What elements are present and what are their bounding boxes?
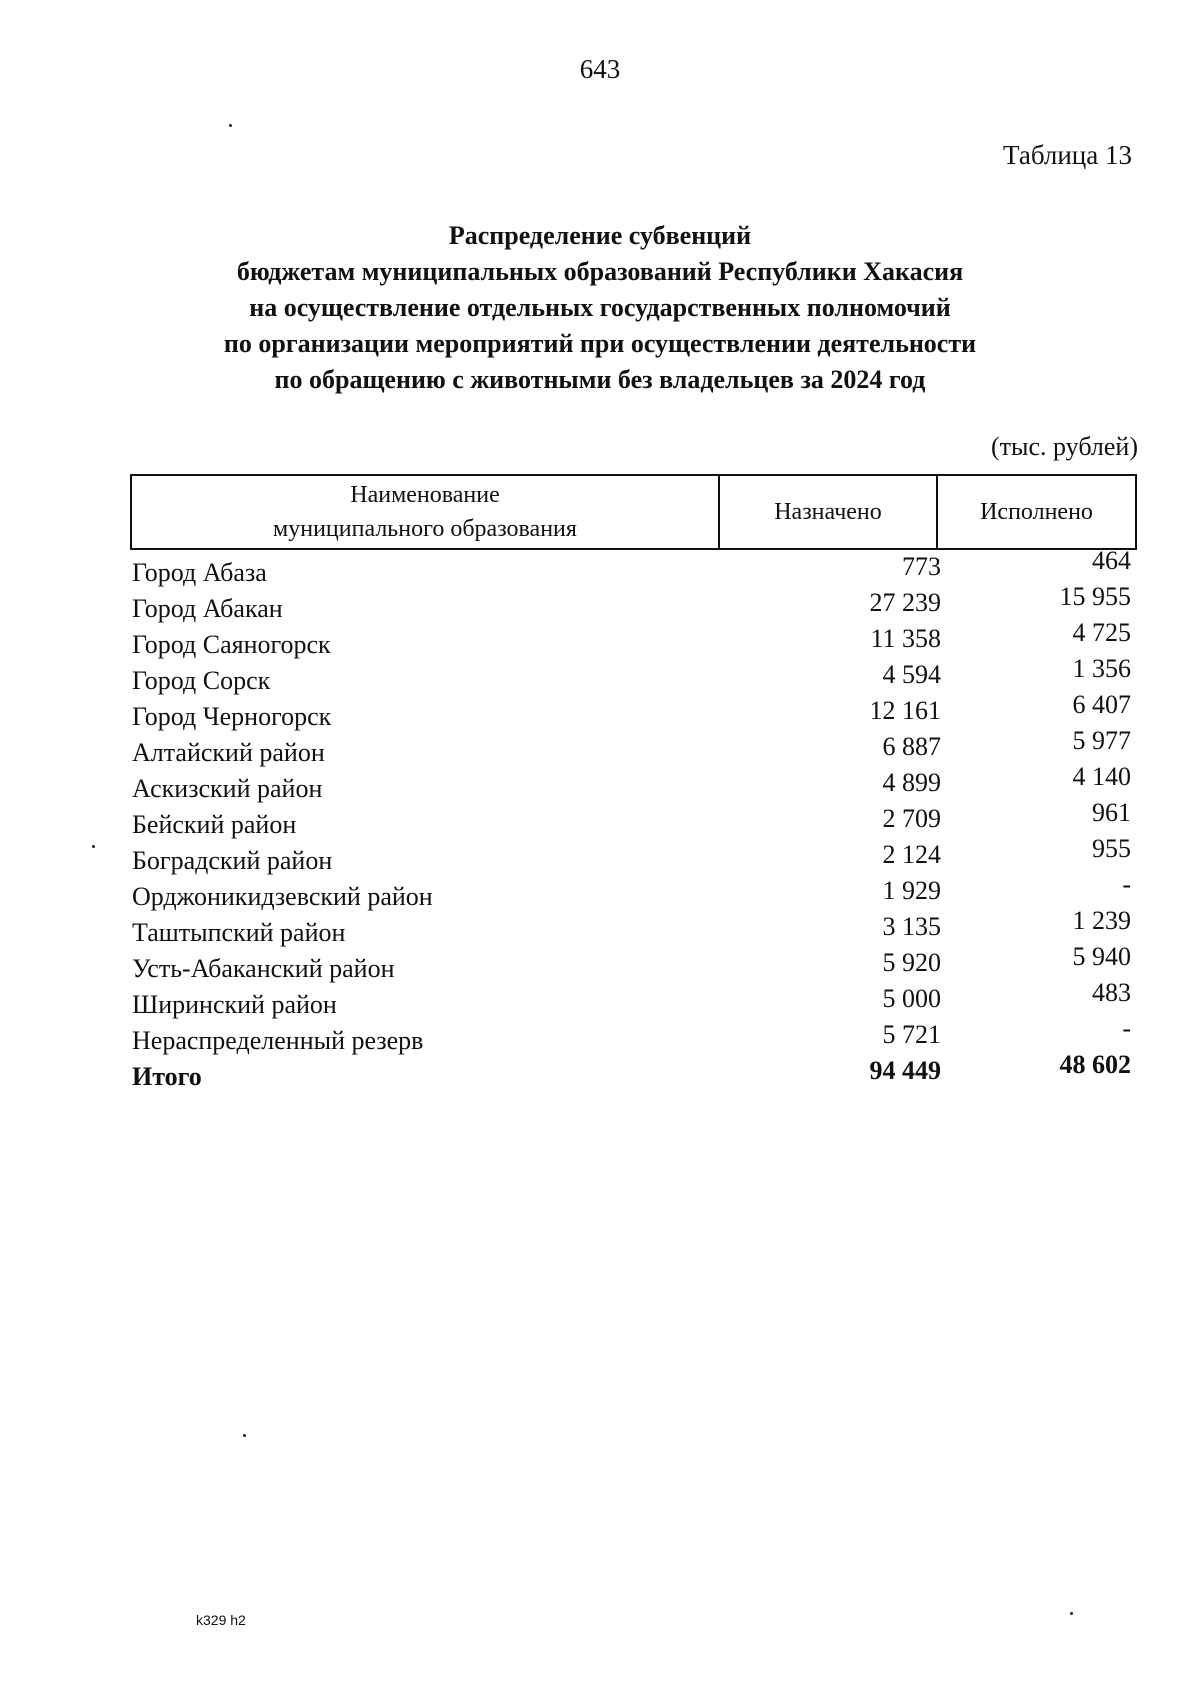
row-assigned: 6 887 — [882, 732, 941, 761]
row-executed: 15 955 — [1059, 582, 1131, 611]
row-assigned: 2 709 — [882, 804, 941, 833]
header-name-line2: муниципального образования — [273, 516, 577, 542]
row-name: Город Черногорск — [132, 702, 332, 731]
row-name: Ширинский район — [132, 990, 337, 1019]
row-assigned: 27 239 — [869, 588, 941, 617]
document-title — [0, 218, 1200, 398]
table-row — [130, 726, 1137, 768]
table-row — [130, 618, 1137, 660]
row-assigned: 11 358 — [870, 624, 941, 653]
row-name: Таштыпский район — [132, 918, 346, 947]
row-assigned: 12 161 — [869, 696, 941, 725]
table-row — [130, 582, 1137, 624]
row-executed: 6 407 — [1072, 690, 1131, 719]
row-name: Город Абакан — [132, 594, 283, 623]
row-assigned: 4 594 — [882, 660, 941, 689]
table-total-row — [130, 1050, 1137, 1092]
row-executed: 483 — [1092, 978, 1131, 1007]
row-executed: 1 239 — [1072, 906, 1131, 935]
units-label: (тыс. рублей) — [990, 432, 1138, 461]
row-executed: - — [1122, 870, 1131, 899]
row-executed: 955 — [1092, 834, 1131, 863]
scan-speck — [1070, 1612, 1073, 1615]
row-name: Город Саяногорск — [132, 630, 331, 659]
header-name — [132, 476, 720, 548]
table-row — [130, 762, 1137, 804]
table-row — [130, 978, 1137, 1020]
row-name: Бейский район — [132, 810, 297, 839]
row-name: Нераспределенный резерв — [132, 1026, 424, 1055]
header-executed: Исполнено — [980, 499, 1093, 525]
total-name: Итого — [132, 1062, 202, 1091]
row-assigned: 2 124 — [882, 840, 941, 869]
table-row — [130, 546, 1137, 588]
header-assigned: Назначено — [720, 476, 938, 548]
table-row — [130, 870, 1137, 912]
row-executed: 5 940 — [1072, 942, 1131, 971]
row-name: Город Сорск — [132, 666, 271, 695]
row-executed: 464 — [1092, 546, 1131, 575]
row-name: Аскизский район — [132, 774, 323, 803]
row-assigned: 3 135 — [882, 912, 941, 941]
row-name: Алтайский район — [132, 738, 325, 767]
footer-code: k329 h2 — [196, 1612, 246, 1628]
scan-speck — [229, 124, 232, 127]
table-label: Таблица 13 — [1003, 140, 1132, 170]
row-name: Орджоникидзевский район — [132, 882, 433, 911]
scan-speck — [243, 1434, 246, 1437]
title-line: по обращению с животными без владельцев за 2024 год — [274, 365, 926, 394]
row-name: Усть-Абаканский район — [132, 954, 395, 983]
table-row — [130, 798, 1137, 840]
row-assigned: 5 721 — [882, 1020, 941, 1049]
table-body — [130, 546, 1137, 1092]
table-row — [130, 906, 1137, 948]
row-assigned: 5 920 — [882, 948, 941, 977]
row-assigned: 5 000 — [882, 984, 941, 1013]
title-line: Распределение субвенций — [448, 221, 752, 250]
row-executed: 4 140 — [1072, 762, 1131, 791]
title-line: по организации мероприятий при осуществлении деятельности — [223, 329, 977, 358]
table-row — [130, 654, 1137, 696]
table-row — [130, 1014, 1137, 1056]
row-name: Боградский район — [132, 846, 333, 875]
row-executed: 961 — [1092, 798, 1131, 827]
table-row — [130, 834, 1137, 876]
title-line: на осуществление отдельных государственных полномочий — [249, 293, 951, 322]
row-executed: - — [1122, 1014, 1131, 1043]
total-assigned: 94 449 — [869, 1056, 941, 1085]
table-row — [130, 690, 1137, 732]
page-number: 643 — [579, 54, 621, 84]
row-assigned: 1 929 — [882, 876, 941, 905]
table-header — [130, 474, 1137, 550]
table-row — [130, 942, 1137, 984]
row-assigned: 773 — [902, 552, 941, 581]
row-executed: 1 356 — [1072, 654, 1131, 683]
header-name-line1: Наименование — [350, 482, 500, 508]
row-assigned: 4 899 — [882, 768, 941, 797]
total-executed: 48 602 — [1059, 1050, 1131, 1079]
row-executed: 5 977 — [1072, 726, 1131, 755]
scan-speck — [92, 845, 95, 848]
title-line: бюджетам муниципальных образований Республики Хакасия — [236, 257, 964, 286]
row-executed: 4 725 — [1072, 618, 1131, 647]
row-name: Город Абаза — [132, 558, 267, 587]
